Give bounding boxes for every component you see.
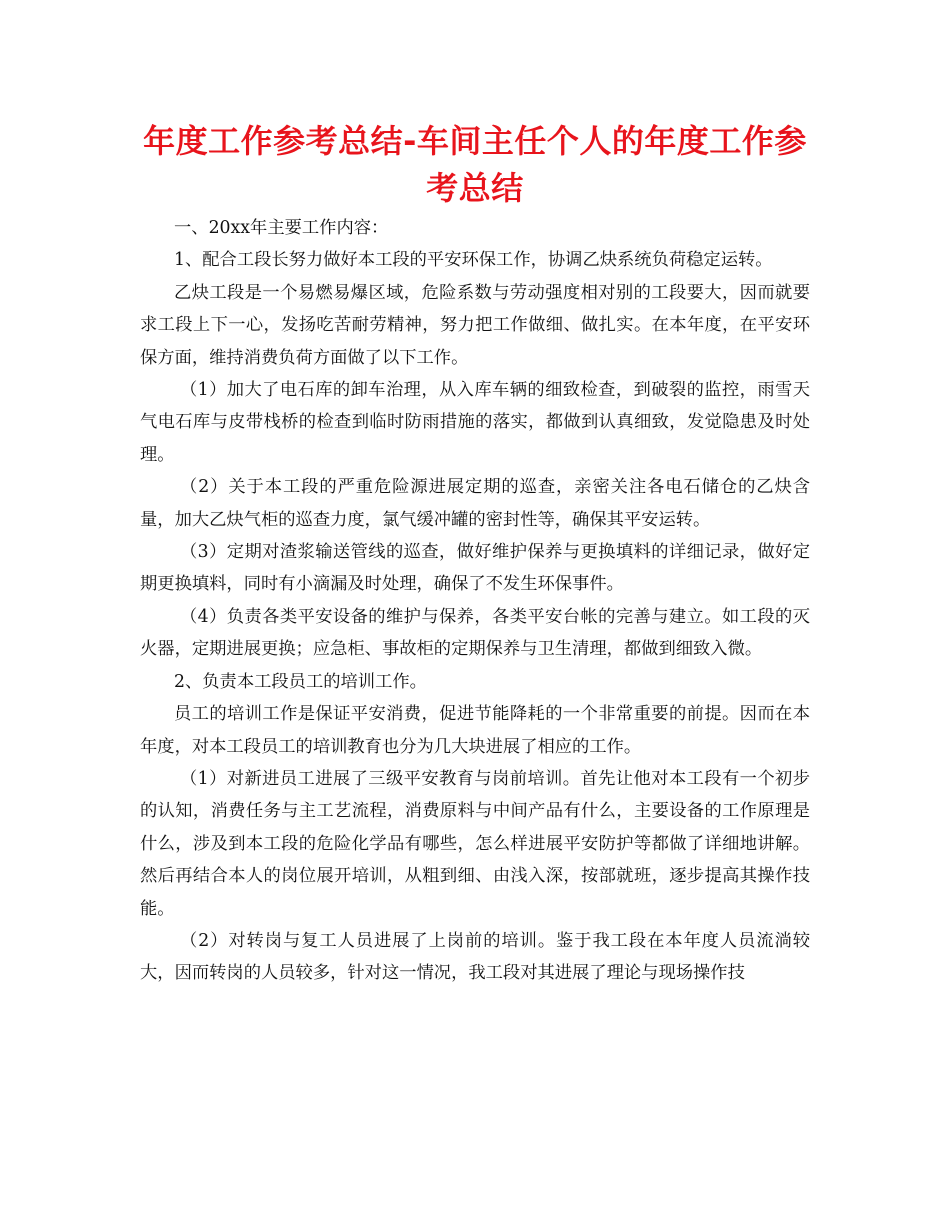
sub-item: （2）关于本工段的严重危险源进展定期的巡查，亲密关注各电石储仓的乙炔含量，加大乙炔气柜的巡查力度，氯气缓冲罐的密封性等，确保其平安运转。 — [140, 477, 810, 530]
item-heading: 1、配合工段长努力做好本工段的平安环保工作，协调乙炔系统负荷稳定运转。 — [174, 250, 773, 271]
sub-item: （3）定期对渣浆输送管线的巡查，做好维护保养与更换填料的详细记录，做好定期更换填料，同时有小滴漏及时处理，确保了不发生环保事件。 — [140, 542, 810, 595]
document-body — [140, 212, 810, 990]
item-heading: 2、负责本工段员工的培训工作。 — [174, 671, 427, 692]
sub-item: （1）对新进员工进展了三级平安教育与岗前培训。首先让他对本工段有一个初步的认知，消费任务与主工艺流程，消费原料与中间产品有什么，主要设备的工作原理是什么，涉及到本工段的危险化学品有哪些，怎么样进展平安防护等都做了详细地讲解。然后再结合本人的岗位展开培训，从粗到细、由浅入深，按部就班，逐步提高其操作技能。 — [140, 768, 810, 919]
paragraph: 乙炔工段是一个易燃易爆区域，危险系数与劳动强度相对别的工段要大，因而就要求工段上下一心，发扬吃苦耐劳精神，努力把工作做细、做扎实。在本年度，在平安环保方面，维持消费负荷方面做了以下工作。 — [140, 282, 810, 368]
sub-item: （1）加大了电石库的卸车治理，从入库车辆的细致检查，到破裂的监控，雨雪天气电石库与皮带栈桥的检查到临时防雨措施的落实，都做到认真细致，发觉隐患及时处理。 — [140, 380, 810, 465]
section-heading: 一、20xx年主要工作内容： — [174, 218, 389, 238]
sub-item: （4）负责各类平安设备的维护与保养，各类平安台帐的完善与建立。如工段的灭火器，定期进展更换；应急柜、事故柜的定期保养与卫生清理，都做到细致入微。 — [140, 606, 810, 660]
page-title: 年度工作参考总结-车间主任个人的年度工作参考总结 — [143, 122, 807, 207]
paragraph: 员工的培训工作是保证平安消费，促进节能降耗的一个非常重要的前提。因而在本年度，对本工段员工的培训教育也分为几大块进展了相应的工作。 — [140, 704, 810, 757]
sub-item: （2）对转岗与复工人员进展了上岗前的培训。鉴于我工段在本年度人员流淌较大，因而转岗的人员较多，针对这一情况，我工段对其进展了理论与现场操作技 — [140, 930, 810, 984]
